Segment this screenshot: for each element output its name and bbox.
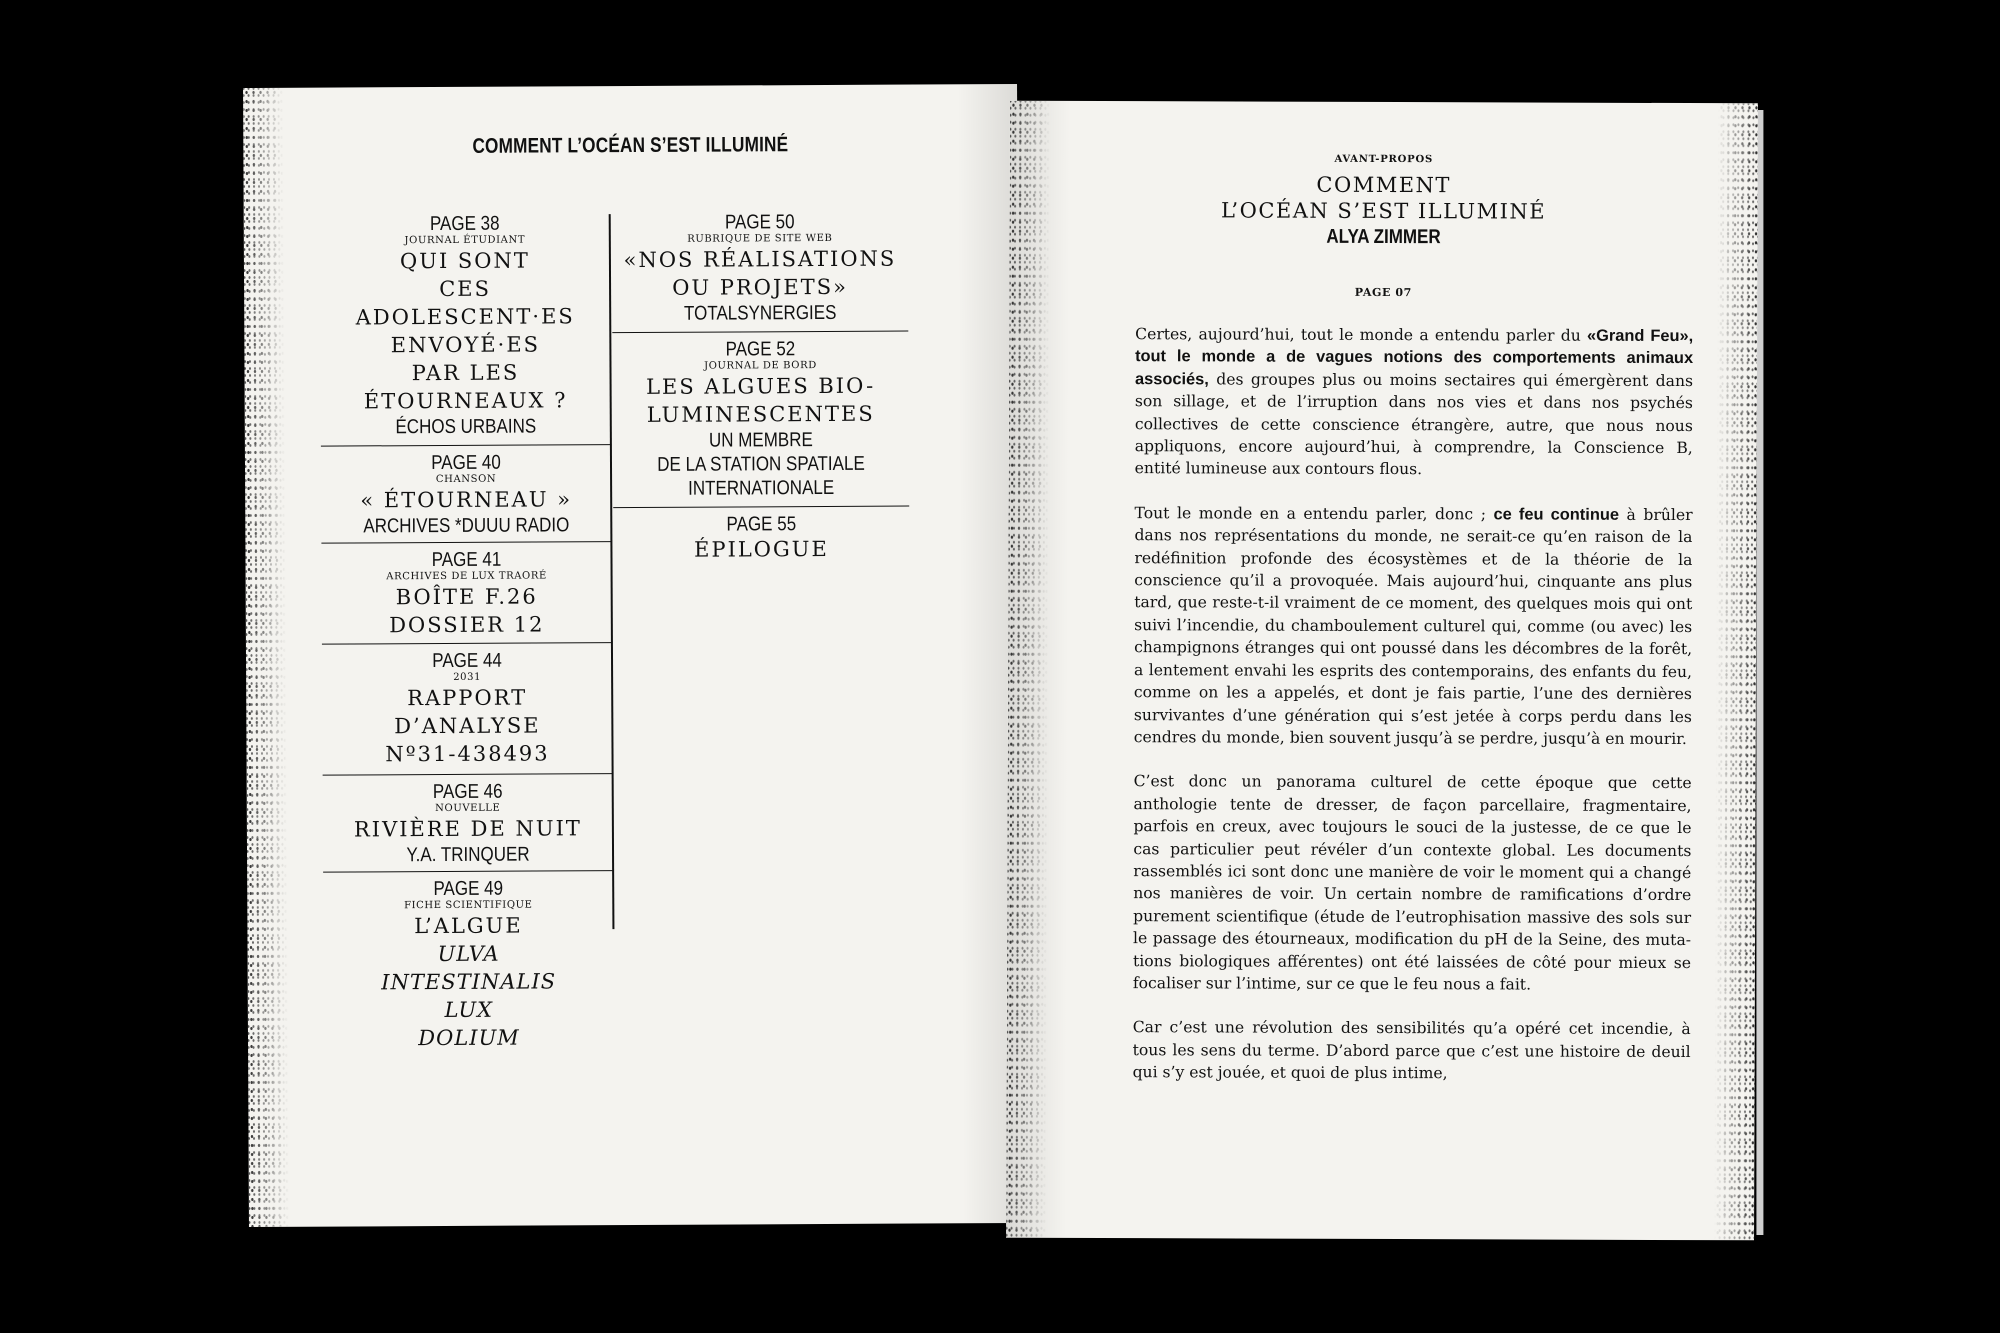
toc-page-number: PAGE 52 <box>725 338 796 361</box>
left-page <box>243 84 1023 1227</box>
toc-title-line: DOSSIER 12 <box>389 612 545 638</box>
paragraph-emphasis: ce feu continue <box>1493 505 1620 524</box>
paragraph-2 <box>1134 502 1693 750</box>
toc-title-italic-line: ULVA <box>437 941 500 967</box>
toc-title-line: D’ANALYSE <box>394 713 541 739</box>
toc-page-number: PAGE 50 <box>724 211 795 234</box>
paragraph-text: à brûler dans nos représentations du monde, ne serait-ce qu’en raison de la redéfinition profonde des écosystèmes et de la théorie de la conscience qu’il a provoquée. Mais aujourd’hui, cinquante ans plus tard, que reste-t-il vraiment de ce moment, des quelques mois qui ont suivi l’incendie, du chamboulement culturel qui, comme (ou avec) les champignons étranges qui ont poussé dans les décombres de la forêt, a lentement envahi les esprits des contemporains, des enfants du feu, comme on les a appelés, et dont je fais partie, l’une des dernières survivantes d’une génération qui s’est jetée à corps perdu dans les cendres du monde, bien souvent jusqu’à se perdre, jusqu’à en mourir. <box>1133 505 1693 748</box>
toc-page-number: PAGE 44 <box>432 649 502 673</box>
gutter-shadow <box>1006 101 1070 1238</box>
toc-entry-page-41[interactable] <box>321 542 612 645</box>
toc-category: CHANSON <box>435 473 497 486</box>
toc-title-line: CES <box>439 276 492 302</box>
toc-entry-page-40[interactable] <box>321 445 612 544</box>
toc-category: RUBRIQUE DE SITE WEB <box>687 232 833 245</box>
toc-column-a <box>320 212 614 1053</box>
toc-title-line: « ÉTOURNEAU » <box>360 487 573 513</box>
toc-author: ARCHIVES *DUUU RADIO <box>363 514 570 538</box>
toc-title-line: ÉTOURNEAUX ? <box>363 388 568 414</box>
toc-category: NOUVELLE <box>435 802 501 815</box>
toc-entry-page-46[interactable] <box>323 774 614 873</box>
toc-title-line: «NOS RÉALISATIONS <box>623 246 897 273</box>
toc-title-line: L’ALGUE <box>414 913 523 939</box>
toc-title-italic-line: DOLIUM <box>418 1025 520 1051</box>
toc-category: ARCHIVES DE LUX TRAORÉ <box>386 570 547 583</box>
page-reference: PAGE 07 <box>1354 285 1412 300</box>
toc-title-line: ADOLESCENT·ES <box>355 304 575 330</box>
toc-page-number: PAGE 40 <box>431 451 501 475</box>
toc-page-number: PAGE 55 <box>726 513 797 536</box>
toc-entry-page-44[interactable] <box>322 643 613 776</box>
toc-title-line: Nº31-438493 <box>385 741 550 767</box>
toc-title-line: RIVIÈRE DE NUIT <box>353 816 582 842</box>
toc-category: 2031 <box>453 671 482 683</box>
chapter-title-line-2: L’OCÉAN S’EST ILLUMINÉ <box>1221 198 1547 224</box>
paragraph-text: Tout le monde en a entendu parler, donc ; <box>1134 503 1494 524</box>
left-page-header: COMMENT L’OCÉAN S’EST ILLUMINÉ <box>472 133 789 158</box>
toc-entry-page-38[interactable] <box>320 212 611 447</box>
toc-page-number: PAGE 41 <box>431 548 502 572</box>
toc-category: JOURNAL ÉTUDIANT <box>404 234 526 247</box>
chapter-author: ALYA ZIMMER <box>1326 225 1441 249</box>
page-edge-speckle <box>1714 103 1758 1240</box>
paragraph-1 <box>1135 323 1694 482</box>
toc-page-number: PAGE 38 <box>429 212 500 236</box>
toc-author: TOTALSYNERGIES <box>683 301 837 325</box>
toc-author: UN MEMBRE <box>708 429 813 452</box>
toc-title-line: RAPPORT <box>407 685 528 711</box>
toc-author: DE LA STATION SPATIALE <box>657 452 865 476</box>
toc-column-b <box>612 211 910 565</box>
toc-author: INTERNATIONALE <box>688 476 835 500</box>
paragraph-4: Car c’est une révolution des sensibilités qu’a opéré cet incendie, à tous les sens du terme. D’abord parce que c’est une histoire de deuil qui s’y est jouée, et quoi de plus intime, <box>1132 1018 1691 1083</box>
toc-title-line: ÉPILOGUE <box>694 536 829 562</box>
toc-title-line: LUMINESCENTES <box>646 401 875 427</box>
chapter-title-line-1: COMMENT <box>1316 172 1451 198</box>
toc-author: ÉCHOS URBAINS <box>395 415 537 439</box>
page-edge-speckle <box>243 88 289 1227</box>
toc-title-line: QUI SONT <box>399 248 530 274</box>
toc-title-italic-line: INTESTINALIS <box>381 969 557 995</box>
paragraph-emphasis: «Grand Feu», tout le monde a de vagues notions des comportements animaux associés, <box>1134 326 1694 389</box>
right-page <box>1006 101 1758 1241</box>
toc-title-line: ENVOYÉ·ES <box>390 332 541 358</box>
toc-title-line: OU PROJETS» <box>672 274 849 300</box>
toc-entry-page-49[interactable] <box>323 871 614 1053</box>
toc-title-line: PAR LES <box>411 360 520 386</box>
toc-title-italic-line: LUX <box>444 997 494 1022</box>
toc-author: Y.A. TRINQUER <box>406 843 530 867</box>
toc-category: JOURNAL DE BORD <box>704 360 817 372</box>
paragraph-text: des groupes plus ou moins sectaires qui émergèrent dans son sillage, et de l’irruption dans nos vies et dans nos psychés collectives de cette conscience étrangère, autre, que nous nous appliquons, encore aujourd’hui, à comprendre, la Conscience B, entité lumineuse aux contours flous. <box>1134 370 1694 479</box>
toc-category: FICHE SCIENTIFIQUE <box>404 899 533 912</box>
paragraph-text: Certes, aujourd’hui, tout le monde a entendu parler du <box>1135 325 1588 345</box>
paragraph-3: C’est donc un panorama culturel de cette époque que cette anthologie tente de dresser, de façon parcellaire, fragmentaire, parfois en creux, avec toujours le souci de la justesse, de ce que le cas particulier peut révéler d’un contexte global. Les documents rassemblés ici sont donc une manière de voir le moment qui a changé nos manières de voir. Un certain nombre de ramifications d’ordre purement scientifique (étude de l’eutrophisation massive des sols sur le passage des étourneaux, modification du pH de la Seine, des mutations biologiques afférentes) ont été laissées de côté pour mieux se focaliser sur l’intime, sur ce que le feu nous a fait. <box>1132 772 1692 994</box>
toc-page-number: PAGE 46 <box>432 780 503 804</box>
toc-page-number: PAGE 49 <box>433 877 504 901</box>
toc-entry-page-50[interactable] <box>612 211 909 334</box>
toc-title-line: BOÎTE F.26 <box>395 584 538 610</box>
section-overline: AVANT-PROPOS <box>1334 153 1434 166</box>
toc-title-line: LES ALGUES BIO- <box>645 373 876 399</box>
body-text <box>1132 323 1693 1108</box>
toc-entry-page-55[interactable] <box>613 507 909 565</box>
toc-entry-page-52[interactable] <box>612 332 909 509</box>
